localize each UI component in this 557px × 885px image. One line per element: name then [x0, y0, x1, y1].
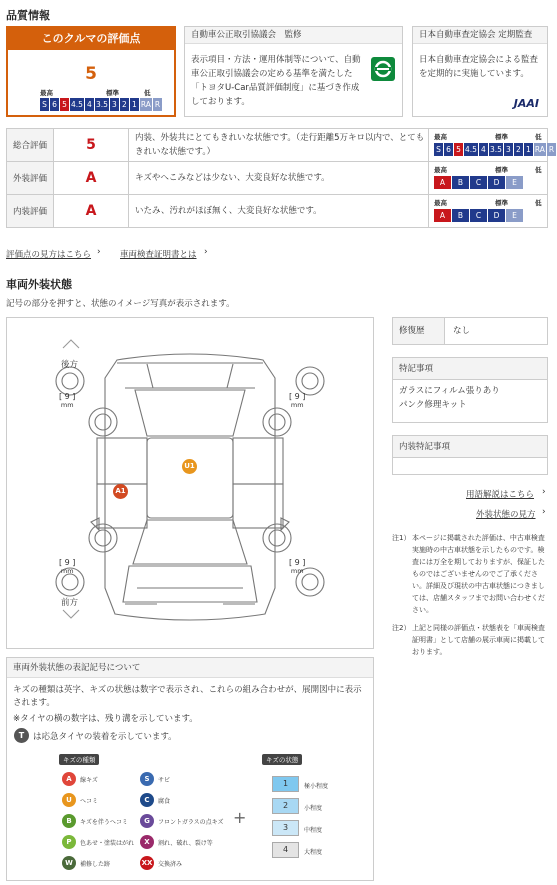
damage-code-badge: XX	[140, 856, 154, 870]
scale-step: E	[506, 209, 523, 222]
eval-scale-cell	[429, 162, 548, 195]
eval-text: キズやへこみなどは少ない、大変良好な状態です。	[129, 162, 429, 195]
interior-special-panel	[392, 435, 548, 475]
exterior-hint: 記号の部分を押すと、状態のイメージ写真が表示されます。	[6, 299, 235, 309]
legend-title: 車両外装状態の表記記号について	[7, 658, 373, 678]
scale-step: B	[452, 176, 469, 189]
scale-label-best: 最高	[434, 199, 447, 207]
scale-step: D	[488, 176, 505, 189]
eval-grade: 5	[54, 129, 129, 162]
association-box	[184, 26, 403, 117]
legend-box	[6, 657, 374, 881]
tire-depth-rear-left: [ 9 ] mm	[59, 392, 76, 409]
damage-type-item	[62, 856, 110, 870]
scale-step: R	[154, 100, 161, 109]
scale-step: 5	[454, 143, 463, 156]
scale-step: A	[434, 176, 451, 189]
special-line: パンク修理キット	[399, 400, 467, 410]
damage-type-item	[62, 835, 134, 849]
eval-scale-cell	[429, 195, 548, 228]
repair-value: なし	[453, 326, 471, 336]
eval-text: 内装、外装共にとてもきれいな状態です。（走行距離5万キロ以内で、とてもきれいな状態です。）	[129, 129, 429, 162]
spare-tire-icon: T	[14, 728, 29, 743]
damage-type-item	[140, 772, 170, 786]
status-number: 4	[272, 842, 299, 858]
scale-label-low: 低	[144, 89, 151, 97]
scale-label-standard: 標準	[106, 89, 119, 97]
scale-step: 1	[524, 143, 533, 156]
scale-label-low: 低	[535, 199, 542, 207]
evaluation-table	[6, 128, 555, 228]
car-diagram-box	[6, 317, 374, 649]
score-scale	[40, 98, 163, 111]
glossary-link[interactable]: 用語解説はこちら	[466, 490, 535, 500]
plus-icon: +	[233, 808, 247, 827]
note-mark: 注1）	[392, 534, 411, 542]
scale-step: S	[40, 98, 49, 111]
eval-text: いたみ、汚れがほぼ無く、大変良好な状態です。	[129, 195, 429, 228]
damage-code-badge: C	[140, 793, 154, 807]
damage-code-badge: S	[140, 772, 154, 786]
section-title-exterior: 車両外装状態	[6, 278, 72, 291]
chevron-right-icon: ›	[542, 487, 546, 497]
scale-step: 2	[514, 143, 523, 156]
eval-scale	[434, 209, 524, 222]
jaai-logo: JAAI	[513, 97, 539, 110]
damage-code-badge: U	[62, 793, 76, 807]
damage-type-item	[62, 793, 98, 807]
scale-label-standard: 標準	[495, 133, 508, 141]
jaai-box	[412, 26, 548, 117]
status-number: 3	[272, 820, 299, 836]
damage-label: 補修した跡	[80, 860, 111, 868]
tire-depth-front-left: [ 9 ] mm	[59, 558, 76, 575]
damage-label: フロントガラスの点キズ	[158, 818, 224, 826]
scale-step: D	[488, 209, 505, 222]
scale-label-low: 低	[535, 166, 542, 174]
scale-step: B	[452, 209, 469, 222]
eval-scale	[434, 176, 524, 189]
damage-code-badge: W	[62, 856, 76, 870]
scale-step: 4.5	[465, 145, 477, 154]
scale-label-low: 低	[535, 133, 542, 141]
scale-step: 2	[120, 98, 129, 111]
table-row	[7, 162, 548, 195]
damage-label: 線キズ	[80, 776, 98, 784]
scale-step: 4	[85, 98, 94, 111]
damage-type-item	[140, 835, 213, 849]
repair-history-panel	[392, 317, 548, 345]
note-text: 本ページに掲載された評価は、中古車検査実施時の中古車状態を示したものです。検査には万全を期しておりますが、保証したものではございませんのでご了承ください。詳細及び現状の中古車状態につきましては、店舗スタッフまでお問い合わせください。	[412, 534, 545, 614]
damage-type-item	[140, 793, 170, 807]
special-title: 特記事項	[393, 358, 547, 380]
damage-code-badge: X	[140, 835, 154, 849]
damage-type-item	[62, 814, 128, 828]
scale-step: A	[434, 209, 451, 222]
scale-label-best: 最高	[434, 166, 447, 174]
scale-step: 3	[504, 143, 513, 156]
chevron-right-icon: ›	[97, 247, 101, 257]
status-label: 小程度	[304, 805, 323, 812]
scale-step: 6	[444, 143, 453, 156]
chevron-right-icon: ›	[542, 507, 546, 517]
inspection-link[interactable]: 車両検査証明書とは	[120, 250, 197, 260]
scale-step: 1	[130, 98, 139, 111]
scale-step: RA	[534, 145, 545, 154]
damage-type-item	[62, 772, 98, 786]
status-label: 極小程度	[304, 783, 329, 790]
table-row	[7, 195, 548, 228]
damage-type-item	[140, 814, 224, 828]
score-value: 5	[85, 64, 97, 84]
eval-scale-cell	[429, 129, 555, 162]
damage-label: 割れ、破れ、裂け等	[158, 839, 213, 847]
scale-label-standard: 標準	[495, 166, 508, 174]
scale-step: RA	[140, 100, 151, 109]
scale-step: S	[434, 143, 443, 156]
rear-label: 後方	[61, 360, 79, 370]
front-label: 前方	[61, 598, 79, 608]
scale-step: 4.5	[71, 100, 83, 109]
damage-label: 色あせ・塗装はがれ	[80, 839, 135, 847]
score-title: このクルマの評価点	[8, 28, 174, 50]
special-notes-panel	[392, 357, 548, 423]
scale-step: 5	[60, 98, 69, 111]
eval-label: 内装評価	[7, 195, 54, 228]
jaai-text: 日本自動車査定協会による監査を定期的に実施しています。	[419, 55, 539, 79]
scale-step: C	[470, 209, 487, 222]
chevron-right-icon: ›	[204, 247, 208, 257]
scale-label-standard: 標準	[495, 199, 508, 207]
tire-depth-front-right: [ 9 ] mm	[289, 558, 306, 575]
damage-code-badge: A	[62, 772, 76, 786]
scale-step: 3	[110, 98, 119, 111]
special-line: ガラスにフィルム張りあり	[399, 386, 500, 396]
status-number: 1	[272, 776, 299, 792]
status-label: 中程度	[304, 827, 323, 834]
damage-label: 交換済み	[158, 860, 183, 868]
eval-grade: A	[54, 195, 129, 228]
exterior-guide-link[interactable]: 外装状態の見方	[476, 510, 536, 520]
eval-label: 外装評価	[7, 162, 54, 195]
interior-special-title: 内装特記事項	[393, 436, 547, 458]
section-title-quality: 品質情報	[6, 9, 50, 22]
damage-marker-u1[interactable]: U1	[182, 459, 197, 474]
damage-marker-a1[interactable]: A1	[113, 484, 128, 499]
scale-step: 6	[50, 98, 59, 111]
status-title: キズの状態	[262, 754, 302, 765]
damage-type-item	[140, 856, 182, 870]
status-number: 2	[272, 798, 299, 814]
scale-step: 3.5	[95, 100, 108, 109]
eval-label: 総合評価	[7, 129, 54, 162]
damage-label: 腐食	[158, 797, 171, 805]
status-label: 大程度	[304, 849, 323, 856]
scale-step: E	[506, 176, 523, 189]
association-header: 自動車公正取引協議会 監修	[185, 27, 402, 44]
damage-code-badge: B	[62, 814, 76, 828]
scale-step: C	[470, 176, 487, 189]
damage-label: キズを伴うへコミ	[80, 818, 128, 826]
scale-step: R	[548, 145, 555, 154]
legend-text-2: ※タイヤの横の数字は、残り溝を示しています。	[13, 714, 198, 724]
repair-label: 修復歴	[393, 318, 445, 344]
legend-text-3: は応急タイヤの装着を示しています。	[33, 732, 177, 742]
scale-label-best: 最高	[434, 133, 447, 141]
association-text: 表示項目・方法・運用体制等について、自動車公正取引協議会の定める基準を満たした「トヨタU-Car品質評価制度」に基づき作成しております。	[191, 55, 361, 107]
damage-code-badge: G	[140, 814, 154, 828]
damage-types-title: キズの種類	[59, 754, 99, 765]
score-box	[6, 26, 176, 117]
scale-label-best: 最高	[40, 89, 53, 97]
jaai-header: 日本自動車査定協会 定期監査	[413, 27, 547, 44]
damage-code-badge: P	[62, 835, 76, 849]
note-text: 上記と同様の評価点・状態表を「車両検査証明書」として店舗の展示車両に掲載しております。	[412, 624, 545, 656]
scale-step: 3.5	[489, 145, 502, 154]
tire-depth-rear-right: [ 9 ] mm	[289, 392, 306, 409]
legend-text-1: キズの種類は英字、キズの状態は数字で表示され、これらの組み合わせが、展開図中に表示されます。	[13, 685, 362, 708]
eval-scale	[434, 143, 557, 156]
eval-view-link[interactable]: 評価点の見方はこちら	[6, 250, 92, 260]
association-logo-icon	[371, 57, 395, 81]
note-mark: 注2）	[392, 624, 411, 632]
damage-label: サビ	[158, 776, 171, 784]
eval-grade: A	[54, 162, 129, 195]
damage-label: へコミ	[80, 797, 99, 805]
table-row	[7, 129, 548, 162]
scale-step: 4	[479, 143, 488, 156]
